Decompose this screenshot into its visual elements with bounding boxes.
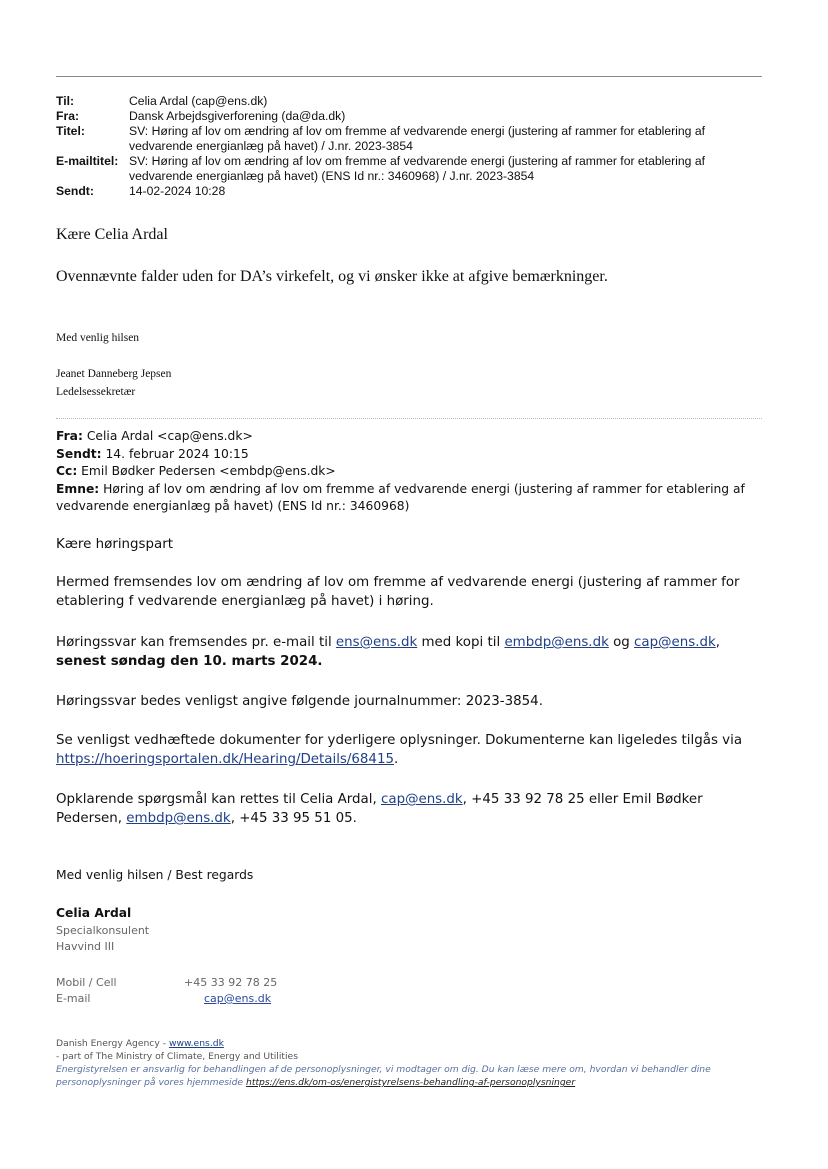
fwd-sendt-row — [56, 446, 771, 464]
mobil-label: Mobil / Cell — [56, 976, 117, 989]
reply-body: Ovennævnte falder uden for DA’s virkefelt, og vi ønsker ikke at afgive bemærkninger. — [56, 268, 608, 285]
cap-email-link[interactable]: cap@ens.dk — [634, 635, 716, 650]
contact-block — [56, 975, 277, 1007]
ens-website-link[interactable]: www.ens.dk — [168, 1038, 224, 1049]
header-row-til — [56, 94, 766, 109]
p4-text-a: Se venligst vedhæftede dokumenter for yderligere oplysninger. Dokumenterne kan ligeledes tilgås via — [56, 733, 743, 748]
p4-text-b: . — [394, 752, 399, 767]
fwd-cc-value: Emil Bødker Pedersen <embdp@ens.dk> — [81, 464, 336, 478]
p5-text-b: , +45 33 92 78 25 eller Emil Bødker Pedersen, — [56, 792, 703, 826]
message-greeting: Kære høringspart — [56, 537, 173, 552]
hearing-portal-link[interactable]: https://hoeringsportalen.dk/Hearing/Details/68415 — [56, 752, 394, 767]
top-divider — [56, 76, 762, 77]
header-row-titel — [56, 124, 766, 154]
privacy-policy-link[interactable]: https://ens.dk/om-os/energistyrelsens-behandling-af-personoplysninger — [246, 1077, 576, 1088]
titel-label: Titel: — [56, 124, 85, 138]
reply-closing: Med venlig hilsen — [56, 332, 140, 344]
footer-agency: Danish Energy Agency - — [56, 1038, 169, 1049]
p2-text-b: med kopi til — [417, 635, 505, 650]
titel-value: SV: Høring af lov om ændring af lov om fremme af vedvarende energi (justering af rammer for etablering af vedvarende energianlæg på havet) / J.nr. 2023-3854 — [129, 124, 705, 153]
fra-label: Fra: — [56, 109, 80, 123]
reply-signer-name: Jeanet Danneberg Jepsen — [56, 368, 172, 380]
message-paragraph-3: Høringssvar bedes venligst angive følgende journalnummer: 2023-3854. — [56, 694, 543, 709]
ens-email-link[interactable]: ens@ens.dk — [335, 635, 418, 650]
header-row-fra — [56, 109, 766, 124]
fwd-sendt-label: Sendt: — [56, 446, 102, 461]
p5-text-a: Opklarende spørgsmål kan rettes til Celia Ardal, — [56, 792, 381, 807]
sendt-value: 14-02-2024 10:28 — [129, 184, 226, 198]
til-label: Til: — [56, 94, 75, 108]
til-value: Celia Ardal (cap@ens.dk) — [129, 94, 268, 108]
footer — [56, 1037, 776, 1089]
signature-name: Celia Ardal — [56, 906, 132, 920]
reply-greeting: Kære Celia Ardal — [56, 226, 168, 243]
footer-agency-line — [56, 1037, 776, 1050]
message-paragraph-1: Hermed fremsendes lov om ændring af lov om fremme af vedvarende energi (justering af rammer for etablering f vedvarende energianlæg på havet) i høring. — [56, 575, 740, 609]
fwd-sendt-value: 14. februar 2024 10:15 — [105, 446, 249, 461]
p5-text-c: , +45 33 95 51 05. — [230, 811, 357, 826]
mobil-value: +45 33 92 78 25 — [184, 976, 278, 989]
fwd-cc-row — [56, 463, 771, 481]
sendt-label: Sendt: — [56, 184, 94, 198]
forward-separator — [56, 418, 762, 419]
header-row-sendt — [56, 184, 766, 199]
fwd-fra-value: Celia Ardal <cap@ens.dk> — [86, 429, 253, 443]
emailtitel-value: SV: Høring af lov om ændring af lov om fremme af vedvarende energi (justering af rammer for etablering af vedvarende energianlæg på havet) (ENS Id nr.: 3460968) / J.nr. 2023-3854 — [129, 154, 705, 183]
header-row-emailtitel — [56, 154, 766, 184]
p2-text-c: og — [608, 635, 635, 650]
fwd-emne-value: Høring af lov om ændring af lov om fremme af vedvarende energi (justering af rammer for etablering af vedvarende energianlæg på havet) (ENS Id nr.: 3460968) — [56, 481, 745, 513]
fwd-fra-row — [56, 428, 771, 446]
signature-unit: Havvind III — [56, 940, 115, 953]
embdp-email-link-2[interactable]: embdp@ens.dk — [126, 811, 231, 826]
deadline-text: senest søndag den 10. marts 2024. — [56, 654, 323, 669]
fwd-emne-label: Emne: — [56, 481, 100, 496]
emailtitel-label: E-mailtitel: — [56, 154, 119, 168]
forwarded-header — [56, 428, 771, 516]
email-row — [56, 991, 277, 1007]
embdp-email-link[interactable]: embdp@ens.dk — [504, 635, 609, 650]
fwd-cc-label: Cc: — [56, 464, 78, 478]
email-label: E-mail — [56, 992, 91, 1005]
p2-text-d: , — [715, 635, 720, 650]
print-header — [56, 94, 766, 199]
signature-title: Specialkonsulent — [56, 924, 150, 937]
message-paragraph-2 — [56, 633, 771, 671]
fwd-fra-label: Fra: — [56, 429, 83, 443]
footer-privacy: Energistyrelsen er ansvarlig for behandlingen af de personoplysninger, vi modtager om dig. Du kan læse mere om, hvordan vi behandler dine personoplysninger på vores hjemmeside — [56, 1064, 711, 1088]
p2-text-a: Høringssvar kan fremsendes pr. e-mail til — [56, 635, 336, 650]
signature-closing: Med venlig hilsen / Best regards — [56, 868, 254, 882]
mobil-row — [56, 975, 277, 991]
footer-ministry: - part of The Ministry of Climate, Energy and Utilities — [56, 1051, 299, 1062]
footer-privacy-line — [56, 1063, 776, 1089]
cap-email-link-2[interactable]: cap@ens.dk — [381, 792, 463, 807]
fra-value: Dansk Arbejdsgiverforening (da@da.dk) — [129, 109, 346, 123]
message-paragraph-5 — [56, 790, 771, 828]
message-paragraph-4 — [56, 731, 771, 769]
reply-signer-role: Ledelsessekretær — [56, 386, 136, 398]
signature-email-link[interactable]: cap@ens.dk — [204, 992, 272, 1005]
fwd-emne-row — [56, 481, 771, 516]
